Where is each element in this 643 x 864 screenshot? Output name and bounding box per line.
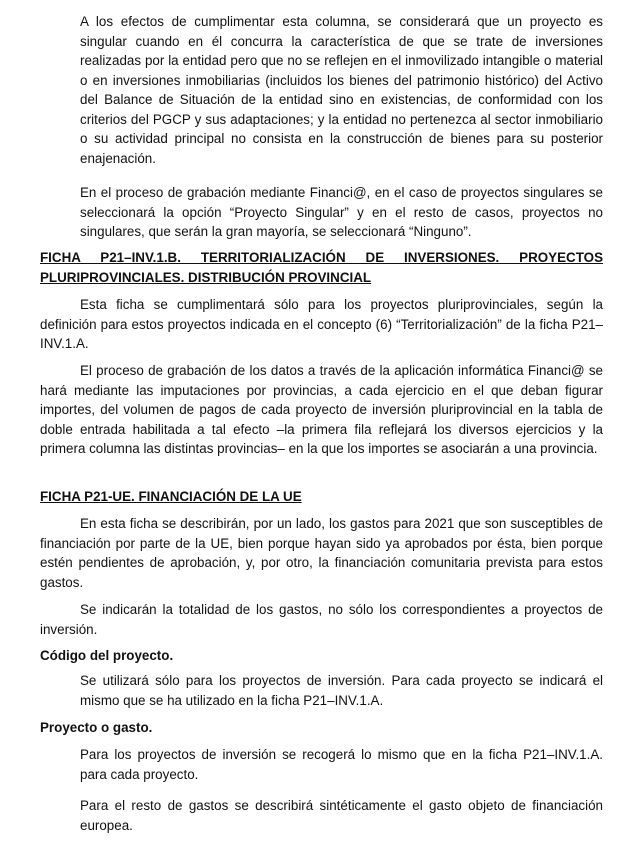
paragraph-grabacion-provincias: El proceso de grabación de los datos a través de la aplicación informática Financi@ se hará mediante las imputaciones por provincias, a cada ejercicio en el que deban figurar importes, del volumen de pagos de cada proyecto de inversión pluriprovincial en la tabla de doble entrada habilitada a tal efecto –la primera fila reflejará los diversos ejercicios y la primera columna las distintas provincias– en la que los importes se asociarán a una provincia.: [40, 363, 603, 456]
paragraph-proyecto-singular-definition: A los efectos de cumplimentar esta columna, se considerará que un proyecto es singular cuando en él concurra la característica de que se trate de inversiones realizadas por la entidad pero que no se reflejen en el inmovilizado intangible o material o en inversiones inmobiliarias (incluidos los bienes del patrimonio histórico) del Activo del Balance de Situación de la entidad sino en existencias, de conformidad con los criterios del PGCP y sus adaptaciones; y la entidad no pertenezca al sector inmobiliario o su actividad principal no consista en la construcción de bienes para su posterior enajenación.: [80, 14, 603, 166]
paragraph-codigo-proyecto: Se utilizará sólo para los proyectos de inversión. Para cada proyecto se indicará el mismo que se ha utilizado en la ficha P21–INV.1.A.: [80, 673, 603, 708]
subheading-proyecto-gasto: Proyecto o gasto.: [40, 720, 153, 735]
section-heading-inv-1b: FICHA P21–INV.1.B. TERRITORIALIZACIÓN DE INVERSIONES. PROYECTOS PLURIPROVINCIALES. DISTRIBUCIÓN PROVINCIAL: [40, 250, 603, 285]
paragraph-financia-grabacion: En el proceso de grabación mediante Financi@, en el caso de proyectos singulares se seleccionará la opción “Proyecto Singular” y en el resto de casos, proyectos no singulares, que serán la gran mayoría, se seleccionará “Ninguno”.: [80, 185, 603, 239]
paragraph-pluriprovinciales: Esta ficha se cumplimentará sólo para los proyectos pluriprovinciales, según la definición para estos proyectos indicada en el concepto (6) “Territorialización” de la ficha P21–INV.1.A.: [40, 297, 603, 351]
subheading-codigo-proyecto: Código del proyecto.: [40, 648, 174, 663]
paragraph-totalidad-gastos: Se indicarán la totalidad de los gastos, no sólo los correspondientes a proyectos de inversión.: [40, 602, 603, 637]
paragraph-gastos-ue: En esta ficha se describirán, por un lado, los gastos para 2021 que son susceptibles de financiación por parte de la UE, bien porque hayan sido ya aprobados por ésta, bien porque estén pendientes de aprobación, y, por otro, la financiación comunitaria prevista para estos gastos.: [40, 516, 603, 590]
paragraph-proyecto-gasto: Para los proyectos de inversión se recogerá lo mismo que en la ficha P21–INV.1.A. para cada proyecto.: [80, 747, 603, 782]
section-heading-ue: FICHA P21-UE. FINANCIACIÓN DE LA UE: [40, 489, 302, 504]
paragraph-resto-gastos: Para el resto de gastos se describirá sintéticamente el gasto objeto de financiación europea.: [80, 798, 603, 833]
